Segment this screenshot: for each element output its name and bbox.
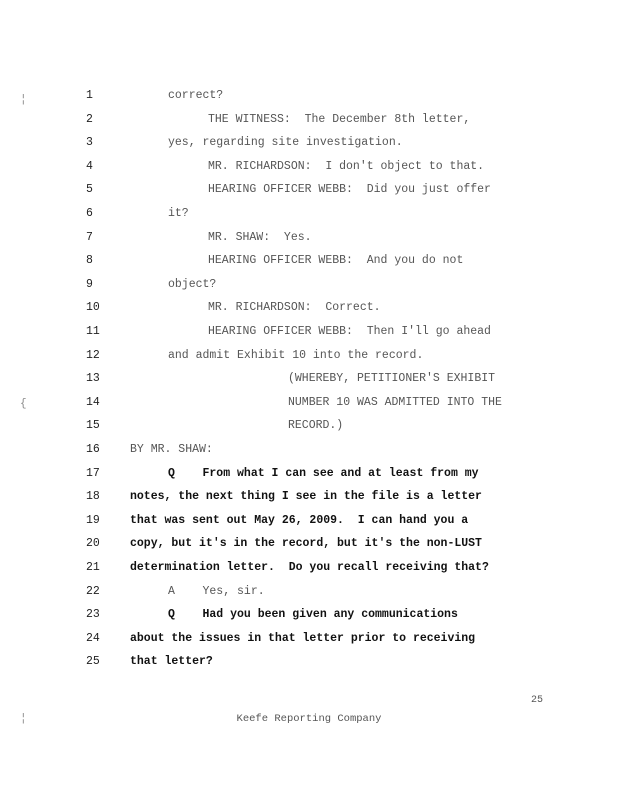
transcript-line [0, 608, 618, 628]
line-text: MR. SHAW: Yes. [208, 230, 312, 244]
margin-mark: ¦ [20, 713, 27, 725]
transcript-line [0, 372, 618, 392]
transcript-line [0, 160, 618, 180]
margin-mark: ¦ [20, 94, 27, 106]
line-number: 23 [86, 608, 100, 622]
transcript-line [0, 207, 618, 227]
line-number: 18 [86, 490, 100, 504]
transcript-line [0, 183, 618, 203]
line-text: and admit Exhibit 10 into the record. [168, 348, 424, 362]
line-number: 15 [86, 419, 100, 433]
line-number: 20 [86, 537, 100, 551]
transcript-line [0, 301, 618, 321]
line-text: it? [168, 207, 189, 220]
line-number: 2 [86, 112, 93, 126]
line-number: 4 [86, 159, 93, 173]
line-number: 24 [86, 631, 100, 645]
line-text: determination letter. Do you recall receiving that? [130, 561, 489, 574]
transcript-line [0, 467, 618, 487]
line-text: Q Had you been given any communications [168, 608, 458, 622]
transcript-line [0, 585, 618, 605]
line-number: 12 [86, 348, 100, 362]
footer-reporter: Keefe Reporting Company [236, 713, 382, 725]
line-text: that letter? [130, 655, 213, 669]
line-text: HEARING OFFICER WEBB: Then I'll go ahead [208, 325, 491, 338]
line-number: 6 [86, 207, 93, 220]
transcript-line [0, 278, 618, 298]
transcript-line [0, 655, 618, 675]
transcript-line [0, 231, 618, 251]
line-number: 3 [86, 136, 93, 150]
line-text: A Yes, sir. [168, 584, 265, 598]
transcript-line [0, 419, 618, 439]
line-text: notes, the next thing I see in the file is a letter [130, 490, 482, 504]
line-number: 22 [86, 584, 100, 598]
line-text: MR. RICHARDSON: Correct. [208, 301, 381, 315]
line-text: (WHEREBY, PETITIONER'S EXHIBIT [288, 372, 496, 386]
margin-mark: { [20, 398, 27, 410]
line-number: 1 [86, 89, 93, 102]
line-text: BY MR. SHAW: [130, 443, 213, 456]
transcript-line [0, 89, 618, 109]
line-text: that was sent out May 26, 2009. I can hand you a [130, 513, 469, 527]
line-text: Q From what I can see and at least from my [168, 466, 479, 480]
line-number: 21 [86, 561, 100, 574]
line-number: 9 [86, 277, 93, 291]
line-number: 10 [86, 301, 100, 315]
line-number: 7 [86, 230, 93, 244]
line-number: 19 [86, 513, 100, 527]
line-number: 16 [86, 443, 100, 456]
line-text: copy, but it's in the record, but it's the non-LUST [130, 537, 482, 551]
transcript-line [0, 443, 618, 463]
line-number: 14 [86, 395, 100, 409]
transcript-line [0, 325, 618, 345]
transcript-line [0, 113, 618, 133]
line-number: 13 [86, 372, 100, 386]
transcript-line [0, 254, 618, 274]
line-number: 25 [86, 655, 100, 669]
line-text: NUMBER 10 WAS ADMITTED INTO THE [288, 395, 502, 409]
transcript-line [0, 490, 618, 510]
line-text: HEARING OFFICER WEBB: And you do not [208, 254, 464, 268]
line-text: correct? [168, 89, 224, 102]
line-text: THE WITNESS: The December 8th letter, [208, 112, 471, 126]
transcript-line [0, 561, 618, 581]
line-text: HEARING OFFICER WEBB: Did you just offer [208, 183, 491, 197]
line-text: RECORD.) [288, 419, 344, 433]
line-text: about the issues in that letter prior to receiving [130, 631, 476, 645]
line-text: MR. RICHARDSON: I don't object to that. [208, 159, 485, 173]
line-text: object? [168, 277, 217, 291]
transcript-line [0, 537, 618, 557]
line-text: yes, regarding site investigation. [168, 136, 403, 150]
line-number: 8 [86, 254, 93, 268]
line-number: 11 [86, 325, 100, 338]
transcript-line [0, 349, 618, 369]
transcript-line [0, 396, 618, 416]
page-number: 25 [531, 695, 544, 706]
line-number: 5 [86, 183, 93, 197]
transcript-line [0, 136, 618, 156]
transcript-line [0, 514, 618, 534]
line-number: 17 [86, 466, 100, 480]
transcript-line [0, 632, 618, 652]
